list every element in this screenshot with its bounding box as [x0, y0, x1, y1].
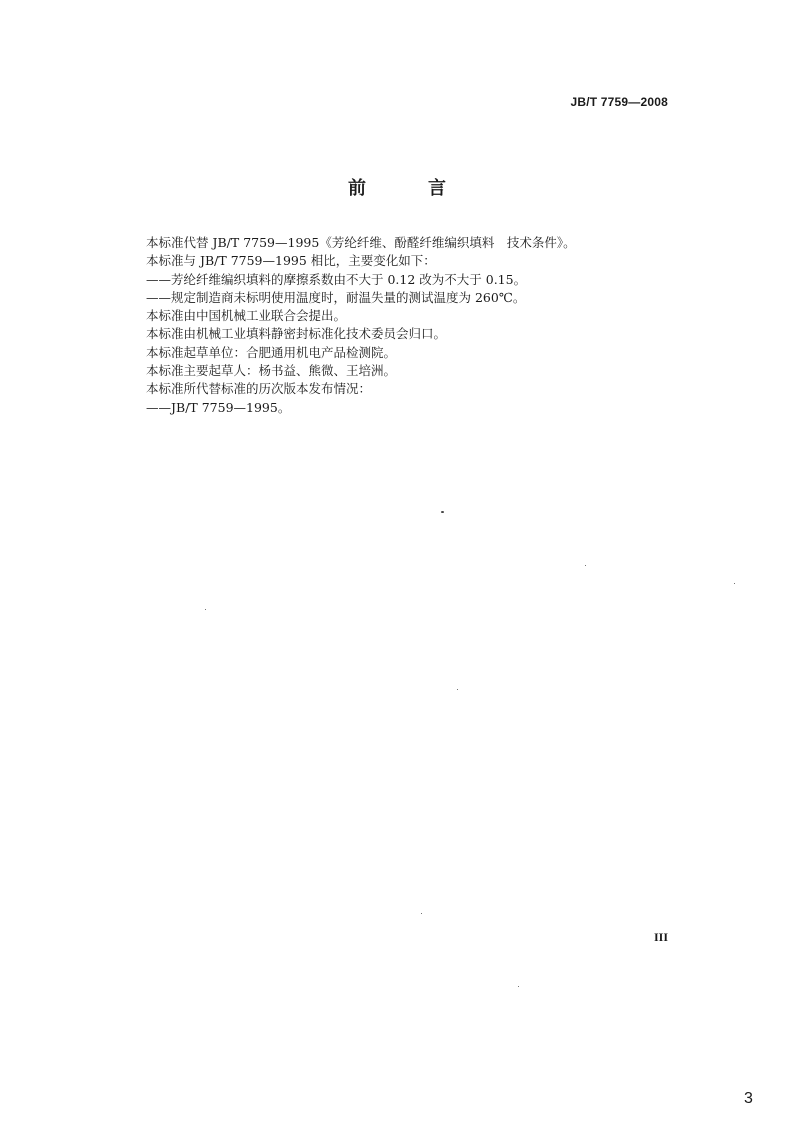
foreword-line-6: 本标准由机械工业填料静密封标准化技术委员会归口。 — [146, 326, 447, 342]
scan-page-number: 3 — [744, 1090, 753, 1107]
scan-speck — [518, 986, 519, 987]
scan-speck — [441, 511, 444, 513]
foreword-line-1: 本标准代替 JB/T 7759—1995《芳纶纤维、酚醛纤维编织填料 技术条件》。 — [146, 235, 576, 250]
foreword-line-3: ——芳纶纤维编织填料的摩擦系数由不大于 0.12 改为不大于 0.15。 — [146, 271, 527, 287]
page-title: 前 言 — [348, 178, 468, 199]
foreword-line-2: 本标准与 JB/T 7759—1995 相比，主要变化如下： — [146, 253, 436, 269]
scan-speck — [457, 689, 458, 690]
foreword-line-5: 本标准由中国机械工业联合会提出。 — [146, 308, 347, 324]
scan-speck — [421, 913, 422, 914]
scan-speck — [734, 583, 735, 584]
foreword-body — [146, 234, 666, 417]
foreword-line-10: ——JB/T 7759—1995。 — [146, 399, 291, 415]
foreword-line-4: ——规定制造商未标明使用温度时，耐温失量的测试温度为 260℃。 — [146, 289, 526, 305]
scan-speck — [585, 565, 586, 566]
foreword-line-7: 本标准起草单位：合肥通用机电产品检测院。 — [146, 344, 397, 360]
document-code: JB/T 7759—2008 — [570, 95, 668, 109]
foreword-line-9: 本标准所代替标准的历次版本发布情况： — [146, 381, 372, 397]
foreword-line-8: 本标准主要起草人：杨书益、熊微、王培洲。 — [146, 363, 397, 379]
scan-speck — [205, 609, 206, 610]
roman-page-number: III — [654, 930, 669, 944]
